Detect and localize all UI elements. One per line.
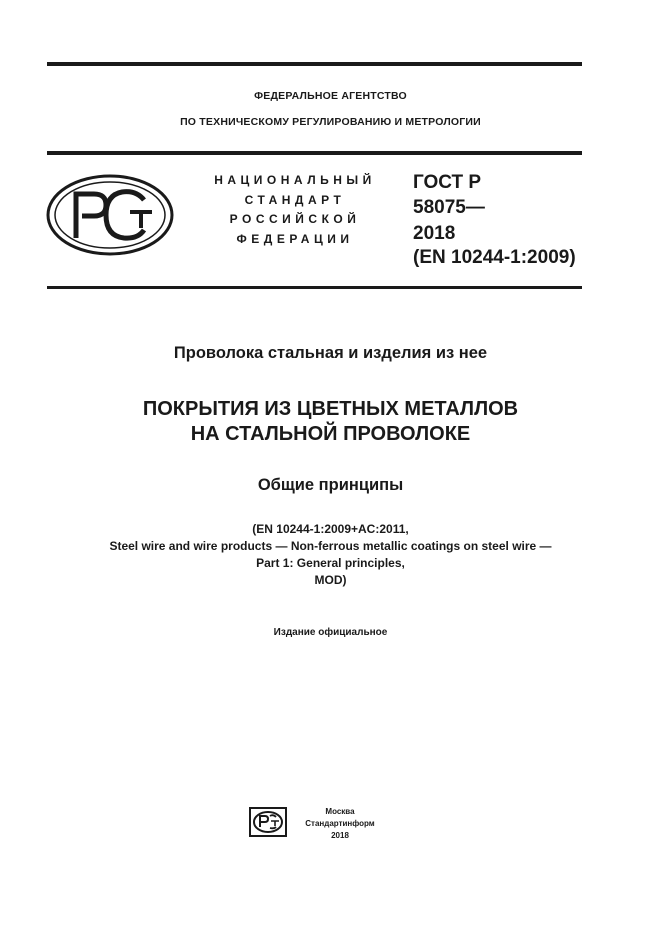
agency-line-1: ФЕДЕРАЛЬНОЕ АГЕНТСТВО <box>254 90 407 102</box>
publisher-year: 2018 <box>331 831 349 840</box>
edition-label: Издание официальное <box>273 627 388 638</box>
standard-word-4: ФЕДЕРАЦИИ <box>236 232 354 246</box>
document-section-title: Общие принципы <box>257 476 404 494</box>
standard-word-2: СТАНДАРТ <box>244 193 346 207</box>
document-title-line-1: ПОКРЫТИЯ ИЗ ЦВЕТНЫХ МЕТАЛЛОВ <box>142 398 519 420</box>
document-subtitle: Проволока стальная и изделия из нее <box>173 344 488 362</box>
publisher-city: Москва <box>325 807 355 816</box>
publisher-name: Стандартинформ <box>305 819 375 828</box>
gost-number-line-1: ГОСТ Р <box>413 172 482 193</box>
gost-r-logo-icon <box>46 174 174 256</box>
gost-number-line-4: (EN 10244-1:2009) <box>413 247 576 268</box>
document-title-line-2: НА СТАЛЬНОЙ ПРОВОЛОКЕ <box>190 423 471 445</box>
standard-block-rule <box>47 286 582 289</box>
gost-number-line-3: 2018 <box>413 223 456 244</box>
reference-line-4: MOD) <box>314 573 347 587</box>
standard-word-3: РОССИЙСКОЙ <box>229 212 361 226</box>
reference-line-2: Steel wire and wire products — Non-ferrous metallic coatings on steel wire — <box>109 539 552 553</box>
gost-number-line-2: 58075— <box>413 197 485 218</box>
standard-word-1: НАЦИОНАЛЬНЫЙ <box>214 173 376 187</box>
reference-line-1: (EN 10244-1:2009+AC:2011, <box>252 522 409 536</box>
standartinform-logo-icon <box>249 807 287 837</box>
reference-line-3: Part 1: General principles, <box>256 556 405 570</box>
header-rule <box>47 151 582 155</box>
agency-line-2: ПО ТЕХНИЧЕСКОМУ РЕГУЛИРОВАНИЮ И МЕТРОЛОГИИ <box>180 116 481 128</box>
top-rule <box>47 62 582 66</box>
